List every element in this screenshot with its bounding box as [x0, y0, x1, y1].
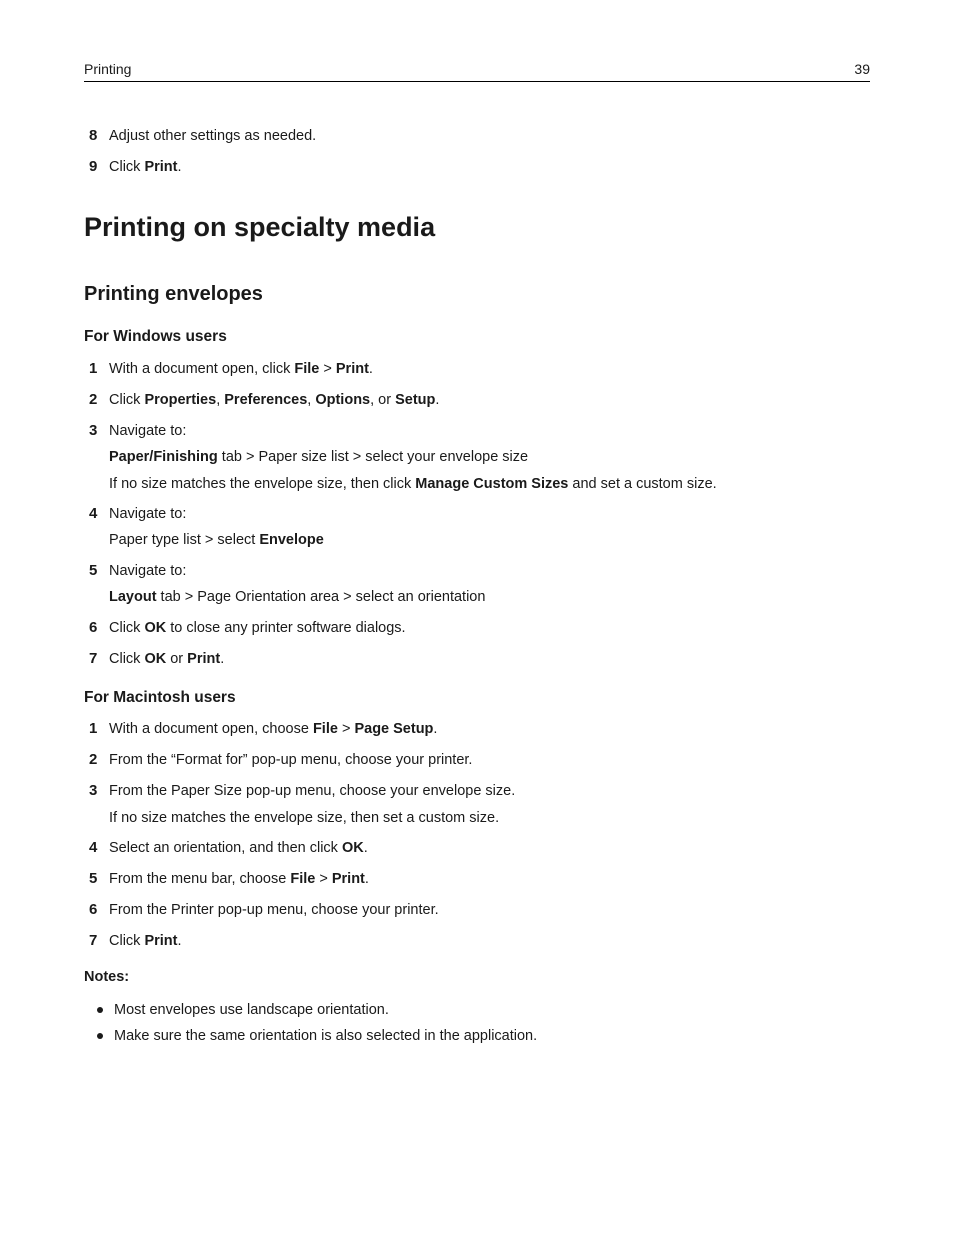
- ui-term: File: [312, 721, 338, 737]
- step-number: 8: [89, 127, 98, 144]
- step-number: 6: [89, 619, 98, 636]
- step-text: [109, 505, 186, 523]
- windows-step-5-detail: [109, 588, 485, 606]
- windows-heading: For Windows users: [84, 328, 227, 345]
- step-text: [109, 650, 224, 668]
- text-run: From the Printer pop-up menu, choose your printer.: [109, 902, 439, 918]
- page-title: Printing on specialty media: [84, 212, 436, 242]
- step-number: 4: [89, 505, 98, 522]
- ui-term: Print: [331, 871, 365, 887]
- text-run: If no size matches the envelope size, then click: [109, 476, 416, 492]
- bullet-icon: [97, 1033, 103, 1039]
- step-number: 3: [89, 422, 98, 439]
- text-run: Click: [109, 620, 145, 636]
- ui-term: OK: [341, 840, 364, 856]
- text-run: .: [433, 721, 438, 737]
- section-heading: Printing envelopes: [84, 283, 263, 305]
- step-number: 5: [89, 562, 98, 579]
- step-text: [109, 901, 439, 919]
- step-text: [109, 391, 439, 409]
- text-run: .: [177, 933, 182, 949]
- step-text: [109, 360, 373, 378]
- text-run: >: [315, 871, 332, 887]
- ui-term: Setup: [395, 392, 436, 408]
- step-text: [109, 562, 186, 580]
- text-run: Adjust other settings as needed.: [109, 128, 317, 144]
- text-run: Navigate to:: [109, 423, 187, 439]
- step-text: [109, 932, 182, 950]
- mac-step-3-detail: [109, 809, 499, 827]
- step-text: [109, 619, 406, 637]
- ui-term: File: [290, 871, 316, 887]
- note-text: Make sure the same orientation is also selected in the application.: [114, 1028, 538, 1044]
- windows-step-4-detail: [109, 531, 324, 549]
- text-run: or: [166, 651, 188, 667]
- ui-term: Print: [335, 361, 369, 377]
- step-number: 2: [89, 391, 98, 408]
- ui-term: Preferences: [224, 392, 308, 408]
- windows-step-3-detail: [109, 475, 717, 493]
- ui-term: Print: [187, 651, 221, 667]
- step-number: 9: [89, 158, 98, 175]
- step-text: [109, 422, 186, 440]
- text-run: >: [319, 361, 336, 377]
- text-run: With a document open, choose: [109, 721, 313, 737]
- text-run: Click: [109, 392, 145, 408]
- text-run: Paper type list > select: [109, 532, 260, 548]
- header-section-title: Printing: [84, 61, 132, 77]
- step-number: 3: [89, 782, 98, 799]
- ui-term: OK: [144, 651, 167, 667]
- text-run: From the menu bar, choose: [109, 871, 291, 887]
- ui-term: Options: [315, 392, 371, 408]
- step-text: [109, 839, 368, 857]
- bullet-icon: [97, 1007, 103, 1013]
- ui-term: Print: [144, 933, 178, 949]
- text-run: and set a custom size.: [568, 476, 717, 492]
- note-text: Most envelopes use landscape orientation.: [114, 1002, 389, 1018]
- running-header: [84, 61, 870, 82]
- text-run: >: [337, 721, 355, 737]
- ui-term: Manage Custom Sizes: [415, 476, 569, 492]
- step-text: [109, 782, 515, 800]
- ui-term: Print: [144, 159, 178, 175]
- notes-label: Notes:: [84, 969, 130, 985]
- text-run: If no size matches the envelope size, then set a custom size.: [109, 810, 500, 826]
- text-run: ,: [307, 392, 316, 408]
- text-run: Select an orientation, and then click: [109, 840, 342, 856]
- step-number: 6: [89, 901, 98, 918]
- step-number: 7: [89, 932, 98, 949]
- step-text: [109, 870, 369, 888]
- step-number: 4: [89, 839, 98, 856]
- text-run: .: [368, 361, 373, 377]
- step-number: 5: [89, 870, 98, 887]
- step-text: [109, 720, 437, 738]
- text-run: tab > Page Orientation area > select an orientation: [156, 589, 486, 605]
- text-run: Navigate to:: [109, 563, 187, 579]
- header-page-number: 39: [854, 61, 870, 77]
- ui-term: Envelope: [259, 532, 324, 548]
- step-number: 2: [89, 751, 98, 768]
- ui-term: Properties: [144, 392, 217, 408]
- text-run: Click: [109, 159, 145, 175]
- text-run: tab > Paper size list > select your envelope size: [217, 449, 529, 465]
- step-number: 1: [89, 360, 98, 377]
- ui-term: File: [294, 361, 320, 377]
- step-number: 1: [89, 720, 98, 737]
- text-run: .: [363, 840, 368, 856]
- text-run: Click: [109, 651, 145, 667]
- text-run: .: [435, 392, 440, 408]
- step-text: [109, 751, 472, 769]
- text-run: to close any printer software dialogs.: [166, 620, 406, 636]
- text-run: From the “Format for” pop-up menu, choose your printer.: [109, 752, 473, 768]
- text-run: , or: [370, 392, 396, 408]
- text-run: From the Paper Size pop-up menu, choose your envelope size.: [109, 783, 516, 799]
- text-run: With a document open, click: [109, 361, 295, 377]
- step-text: [109, 127, 316, 145]
- text-run: .: [220, 651, 225, 667]
- text-run: .: [177, 159, 182, 175]
- step-number: 7: [89, 650, 98, 667]
- text-run: ,: [216, 392, 225, 408]
- ui-term: Paper/Finishing: [109, 449, 218, 465]
- step-text: [109, 158, 182, 176]
- text-run: Navigate to:: [109, 506, 187, 522]
- text-run: Click: [109, 933, 145, 949]
- text-run: .: [364, 871, 369, 887]
- windows-step-3-detail: [109, 448, 528, 466]
- mac-heading: For Macintosh users: [84, 689, 236, 706]
- ui-term: Page Setup: [354, 721, 434, 737]
- ui-term: Layout: [109, 589, 157, 605]
- ui-term: OK: [144, 620, 167, 636]
